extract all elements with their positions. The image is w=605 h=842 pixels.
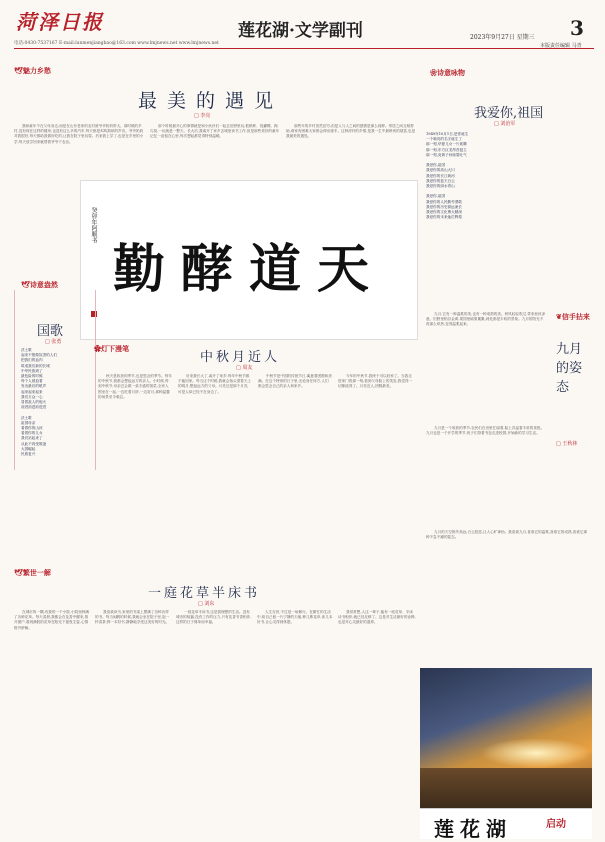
editor-credit: 本版责任编辑 马青 (540, 43, 582, 49)
article-paragraph: 一庭花草半床书,这是我理想的生活。没有城市的喧嚣,没有工作的压力,只有花香书香相伴,这样的日子简单而幸福。 (176, 610, 252, 625)
poem-author: □ 张勇 (45, 339, 62, 345)
article-column-2 (150, 124, 280, 180)
poem-author: □ 刘治军 (494, 121, 516, 127)
article-paragraph: 中秋节是中国的传统节日,寓意着团圆和美满。在这个特别的日子里,无论身在何方,人们都会思念自己的亲人和家乡。 (258, 374, 332, 389)
page-header (0, 0, 605, 48)
article-title: 九月的姿态 (556, 342, 583, 395)
article-paragraph: 今年的中秋节,我终于可以回家了。当我走进家门的那一刻,看到父母脸上的笑容,我觉得一切都值得了。月亮近人,团圆最美。 (338, 374, 413, 389)
section-label-text: 信手拈来 (561, 312, 590, 321)
section-label-text: 魅力乡愁 (22, 66, 51, 75)
article-september (420, 310, 592, 666)
section-label-essay (94, 344, 129, 354)
page-number: 3 (570, 16, 584, 40)
article-column-3 (286, 124, 416, 180)
feather-icon: ❦ (556, 312, 562, 321)
article-column-1 (14, 610, 90, 834)
article-title: 中秋月近人 (200, 350, 281, 365)
article-author: □ 周友 (236, 365, 253, 371)
article-title: 最美的遇见 (138, 90, 284, 112)
column-banner (420, 808, 592, 839)
article-paragraph: 我喜欢读书,家里的书架上摆满了各种各样的书。每当闲暇的时候,我就会坐在院子里,泡一杯清茶,捧一本好书,静静地享受这美好的时光。 (95, 610, 170, 625)
poem-national-anthem (14, 280, 96, 470)
section-label-nostalgia (14, 66, 51, 76)
section-label-text: 繁世一解 (22, 568, 51, 577)
article-column-2 (426, 426, 546, 526)
article-title: 一庭花草半床书 (148, 586, 261, 601)
section-label-worldly (14, 568, 51, 578)
banner-title: 莲花湖 (434, 817, 512, 841)
article-column-3 (176, 610, 252, 834)
article-paragraph: 九月是一个收获的季节,农民们在田里忙碌着,脸上洋溢着丰收的喜悦。九月也是一个开学的季节,孩子们背着书包走进校园,开始新的学习生活。 (426, 426, 545, 436)
section-label-text: 灯下漫笔 (101, 344, 129, 353)
contact-bar (14, 40, 594, 49)
article-flowers-books (14, 568, 416, 834)
article-column-4 (257, 610, 333, 834)
article-column-5 (338, 610, 416, 834)
article-column-3 (426, 530, 590, 662)
article-paragraph: 人生在世,不过是一场修行。在繁忙的生活中,给自己留一片宁静的天地,种几株花草,读几本好书,让心灵得到休憩。 (257, 610, 333, 625)
section-label-poetry (430, 68, 465, 78)
calligraphy-caption: 癸卯年阿顺书 (90, 207, 97, 243)
article-author: □ 刘东 (198, 601, 215, 607)
article-paragraph: 九月的天空格外高远,白云悠悠,让人心旷神怡。我喜欢九月,喜欢它的温柔,喜欢它的成熟,喜欢它那种不急不躁的姿态。 (426, 530, 588, 540)
article-paragraph: 那些年的乡村虽然贫穷,但是人与人之间的感情是那么纯粹。邻居之间互相帮助,谁家有困难大家都会伸出援手。这种淳朴的乡情,是我一生中最珍贵的财富,也是我最美的遇见。 (286, 124, 416, 139)
newspaper-logo: 菏泽日报 (16, 10, 104, 34)
bird-icon: 🕊 (21, 280, 30, 289)
calligraphy-text: 勤酵道天 (113, 239, 386, 300)
article-column-1 (98, 374, 172, 562)
article-column-2 (95, 610, 171, 834)
article-paragraph: 九月,它有一种温柔的美,也有一种成熟的美。秋风轻轻吹过,带来丝丝凉意。田野里稻谷金黄,果园里硕果累累,到处都是丰收的景象。九月的阳光不再那么炽热,变得温柔起来。 (426, 312, 546, 327)
article-column-2 (178, 374, 252, 562)
section-label-text: 诗意咏物 (437, 68, 465, 77)
article-best-encounter (14, 52, 416, 180)
section-label-casual (556, 312, 590, 322)
article-paragraph: 后来我长大了,离开了家乡,每年中秋节都不能回家。每当这个时候,我就会抬头望着天上的明月,想起远方的父母。月亮还是那个月亮,可是人却已经不在身边了。 (178, 374, 252, 394)
lamp-icon: ✿ (94, 344, 101, 353)
page-title: 莲花湖·文学副刊 (238, 21, 363, 41)
article-paragraph: 那个时候最开心的事情就是和小伙伴们一起去田野里玩,抓蚂蚱、捉蝴蝶、掏鸟窝,一玩就是一整天。长大后,我离开了家乡去城里读书工作,但是那些美好的童年记忆一直留在心里,每次想起都觉得特别温暖。 (150, 124, 280, 139)
article-paragraph: 秋天是收获的季节,也是思念的季节。每年的中秋节,我都会想起远方的亲人。小时候,每到中秋节,母亲总会做一桌丰盛的饭菜,全家人围坐在一起,一边吃着月饼,一边赏月,那种温馨的场景至今难忘。 (98, 374, 172, 399)
article-paragraph: 在城市的一隅,有我的一个小院,小院里种满了各种花草。每天清晨,我都会在花香中醒来,推开窗户,看到满院的花草在阳光下摇曳生姿,心情格外舒畅。 (14, 610, 89, 630)
bird-icon: 🕊 (14, 66, 23, 75)
article-mid-autumn (94, 340, 416, 562)
poem-title: 我爱你,祖国 (474, 106, 544, 121)
foreground-foliage (420, 768, 592, 810)
contact-info: 电话:0430-7537167 E-mail:lunmenjiangbao@163.com www.lmjnews.net www.lmjnews.net (14, 41, 219, 46)
section-label-poetry (21, 280, 58, 290)
bird-icon: 🕊 (14, 568, 23, 577)
article-column-1 (14, 124, 144, 180)
poem-title: 国歌 (37, 324, 64, 339)
article-author: □ 李亮 (194, 113, 211, 119)
leaf-icon: ❀ (430, 68, 437, 77)
article-column-4 (338, 374, 414, 562)
article-author: □ 王秋林 (556, 441, 578, 447)
issue-date: 2023年9月27日 星期三 (470, 34, 535, 41)
poem-body: 沃土歌 起来不愿做奴隶的人们 把我们的血肉 筑成我们新的长城 中华民族到了 最危险的时候 每个人被迫着 发出最后的吼声 起来起来起来 我们万众一心 冒着敌人的炮火 前进前进前进进 沃土歌 祖国母亲 看着你的山河 看着你的儿女 我们站起来了 从此不再受欺凌 大国崛起 民族复兴 (21, 348, 57, 457)
poem-body: 1949年10月1日,是你诞生 一个响亮的名字诞生了 那一刻,华夏儿女一片欢腾 那一刻,东方巨龙昂首挺立 那一刻,炎黄子孙扬眉吐气 我爱你,祖国 我爱你的高山大川 我爱你的长江黄河 我爱你的蓝天白云 我爱你的绿水青山 我爱你,祖国 我爱你的人民勤劳勇敢 我爱你的历史源远流长 我爱你的文化博大精深 我爱你的未来灿烂辉煌 (426, 132, 469, 220)
article-paragraph: 我和童年不在父母身边,而是在山东老家的农村被爷爷奶奶带大。那时候的乡村,没有现在这样的楼房,也没有这么多的汽车,每天都是鸡鸣狗吠的声音。爷爷奶奶对我很好,每天都给我做好吃的,让我在院子里玩耍。后来我上学了,也是在乡里的小学,每天放学回来就帮着爷爷干农活。 (14, 124, 144, 144)
poem-love-motherland (420, 64, 592, 306)
banner-subtitle: 启动 (546, 819, 566, 830)
sunset-photo (420, 668, 592, 810)
calligraphy-artwork (80, 180, 418, 340)
article-column-1 (426, 312, 546, 422)
article-paragraph: 我常常想,人这一辈子,能有一庭花草、半床诗书相伴,就已经足够了。这是对生活最好的诠释,也是对心灵最好的滋养。 (338, 610, 416, 625)
section-label-text: 诗意盎然 (29, 280, 58, 289)
article-column-3 (258, 374, 332, 562)
sun-glow (480, 738, 592, 768)
